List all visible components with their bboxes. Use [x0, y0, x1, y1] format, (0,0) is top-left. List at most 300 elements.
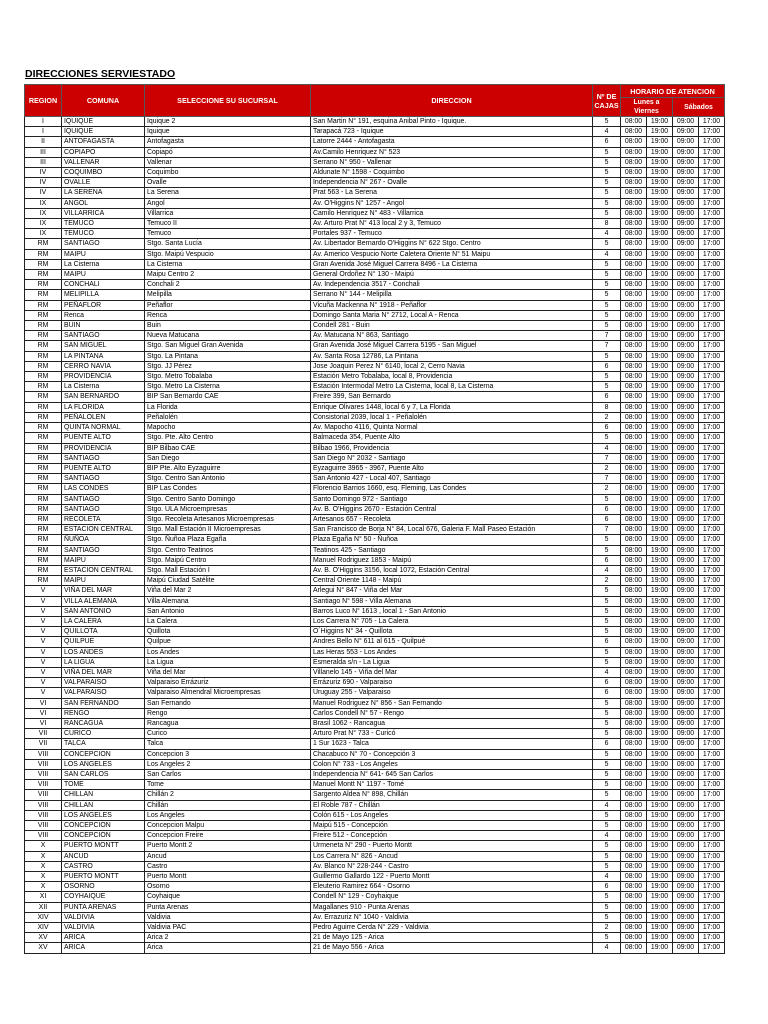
cell-sab-close: 17:00	[699, 310, 725, 320]
cell-sucursal: San Carlos	[145, 770, 311, 780]
table-row	[25, 912, 725, 922]
cell-sucursal: Mapocho	[145, 423, 311, 433]
table-row	[25, 902, 725, 912]
cell-region: III	[25, 157, 62, 167]
cell-cajas: 6	[593, 361, 621, 371]
cell-comuna: VALDIVIA	[62, 912, 145, 922]
cell-sab-close: 17:00	[699, 688, 725, 698]
cell-sab-close: 17:00	[699, 117, 725, 127]
cell-lv-open: 08:00	[621, 423, 647, 433]
cell-sab-open: 09:00	[673, 290, 699, 300]
cell-lv-close: 19:00	[647, 443, 673, 453]
cell-region: RM	[25, 321, 62, 331]
cell-region: RM	[25, 249, 62, 259]
cell-sab-open: 09:00	[673, 219, 699, 229]
cell-lv-close: 19:00	[647, 525, 673, 535]
cell-sucursal: Stgo. JJ Pérez	[145, 361, 311, 371]
cell-region: V	[25, 647, 62, 657]
cell-region: IX	[25, 229, 62, 239]
cell-direccion: O´Higgins N° 34 - Quillota	[311, 627, 593, 637]
cell-cajas: 2	[593, 576, 621, 586]
cell-region: RM	[25, 239, 62, 249]
cell-cajas: 5	[593, 270, 621, 280]
cell-lv-open: 08:00	[621, 392, 647, 402]
cell-lv-close: 19:00	[647, 331, 673, 341]
cell-sab-open: 09:00	[673, 555, 699, 565]
table-row	[25, 708, 725, 718]
table-row	[25, 586, 725, 596]
cell-lv-close: 19:00	[647, 882, 673, 892]
cell-region: II	[25, 137, 62, 147]
cell-direccion: Enrique Olivares 1448, local 6 y 7, La Florida	[311, 402, 593, 412]
cell-region: RM	[25, 361, 62, 371]
cell-comuna: SAN FERNANDO	[62, 698, 145, 708]
cell-direccion: Colon N° 733 - Los Angeles	[311, 759, 593, 769]
cell-direccion: Av.Camilo Henriquez N° 523	[311, 147, 593, 157]
cell-lv-close: 19:00	[647, 933, 673, 943]
cell-lv-open: 08:00	[621, 708, 647, 718]
table-row	[25, 525, 725, 535]
cell-lv-open: 08:00	[621, 351, 647, 361]
cell-cajas: 5	[593, 912, 621, 922]
table-row	[25, 667, 725, 677]
cell-cajas: 4	[593, 443, 621, 453]
cell-sab-close: 17:00	[699, 545, 725, 555]
cell-cajas: 6	[593, 137, 621, 147]
cell-sab-open: 09:00	[673, 861, 699, 871]
cell-lv-open: 08:00	[621, 821, 647, 831]
cell-lv-open: 08:00	[621, 586, 647, 596]
cell-region: VIII	[25, 800, 62, 810]
cell-sucursal: Villa Alemana	[145, 596, 311, 606]
cell-cajas: 4	[593, 565, 621, 575]
cell-direccion: Av. Mapocho 4116, Quinta Normal	[311, 423, 593, 433]
table-row	[25, 331, 725, 341]
cell-cajas: 5	[593, 178, 621, 188]
cell-lv-close: 19:00	[647, 770, 673, 780]
cell-cajas: 5	[593, 759, 621, 769]
cell-region: RM	[25, 402, 62, 412]
cell-sab-close: 17:00	[699, 433, 725, 443]
cell-direccion: El Roble 787 - Chillán	[311, 800, 593, 810]
cell-sab-open: 09:00	[673, 137, 699, 147]
cell-sucursal: Stgo. Maipú Centro	[145, 555, 311, 565]
cell-sab-open: 09:00	[673, 892, 699, 902]
cell-sab-close: 17:00	[699, 372, 725, 382]
cell-direccion: Brasil 1062 - Rancagua	[311, 718, 593, 728]
cell-comuna: CONCEPCION	[62, 821, 145, 831]
table-header	[25, 85, 725, 117]
cell-comuna: PEÑALOLEN	[62, 412, 145, 422]
cell-lv-close: 19:00	[647, 494, 673, 504]
cell-comuna: TEMUCO	[62, 219, 145, 229]
cell-sab-close: 17:00	[699, 239, 725, 249]
cell-comuna: VALPARAISO	[62, 678, 145, 688]
cell-direccion: Maipú 515 - Concepción	[311, 821, 593, 831]
cell-direccion: Freire 512 - Concepción	[311, 831, 593, 841]
cell-region: V	[25, 637, 62, 647]
cell-comuna: COYHAIQUE	[62, 892, 145, 902]
cell-comuna: VALLENAR	[62, 157, 145, 167]
cell-lv-open: 08:00	[621, 157, 647, 167]
cell-region: VIII	[25, 821, 62, 831]
cell-lv-close: 19:00	[647, 943, 673, 953]
cell-sab-close: 17:00	[699, 657, 725, 667]
cell-direccion: Aldunate N° 1598 - Coquimbo	[311, 168, 593, 178]
cell-sab-close: 17:00	[699, 831, 725, 841]
cell-sab-open: 09:00	[673, 912, 699, 922]
cell-sab-close: 17:00	[699, 872, 725, 882]
table-row	[25, 463, 725, 473]
cell-region: VI	[25, 698, 62, 708]
cell-cajas: 5	[593, 382, 621, 392]
cell-comuna: ÑUÑOA	[62, 535, 145, 545]
table-row	[25, 208, 725, 218]
cell-direccion: San Francisco de Borja N° 84, Local 676, Galeria F. Mall Paseo Estación	[311, 525, 593, 535]
cell-region: V	[25, 596, 62, 606]
cell-sab-close: 17:00	[699, 770, 725, 780]
cell-lv-open: 08:00	[621, 892, 647, 902]
cell-lv-close: 19:00	[647, 423, 673, 433]
cell-direccion: Esmeralda s/n - La Ligua	[311, 657, 593, 667]
cell-sucursal: Melipilla	[145, 290, 311, 300]
cell-sab-close: 17:00	[699, 484, 725, 494]
cell-sucursal: BIP Pte. Alto Eyzaguirre	[145, 463, 311, 473]
cell-comuna: PUERTO MONTT	[62, 841, 145, 851]
cell-cajas: 7	[593, 474, 621, 484]
cell-lv-open: 08:00	[621, 616, 647, 626]
cell-sucursal: Stgo. Mall Estación I	[145, 565, 311, 575]
table-row	[25, 198, 725, 208]
cell-sab-close: 17:00	[699, 321, 725, 331]
cell-lv-open: 08:00	[621, 851, 647, 861]
cell-cajas: 5	[593, 933, 621, 943]
cell-sucursal: Peñaflor	[145, 300, 311, 310]
cell-lv-open: 08:00	[621, 453, 647, 463]
cell-lv-open: 08:00	[621, 137, 647, 147]
cell-comuna: QUINTA NORMAL	[62, 423, 145, 433]
cell-comuna: PEÑAFLOR	[62, 300, 145, 310]
cell-lv-open: 08:00	[621, 474, 647, 484]
table-row	[25, 821, 725, 831]
cell-lv-open: 08:00	[621, 912, 647, 922]
cell-comuna: ARICA	[62, 943, 145, 953]
cell-region: RM	[25, 504, 62, 514]
cell-sab-open: 09:00	[673, 576, 699, 586]
cell-cajas: 6	[593, 504, 621, 514]
table-row	[25, 596, 725, 606]
cell-cajas: 6	[593, 882, 621, 892]
cell-direccion: Av. B. O'Higgins 2670 - Estación Central	[311, 504, 593, 514]
cell-comuna: La Cisterna	[62, 259, 145, 269]
cell-region: VIII	[25, 780, 62, 790]
table-row	[25, 249, 725, 259]
cell-comuna: CURICO	[62, 729, 145, 739]
cell-direccion: Central Oriente 1148 - Maipú	[311, 576, 593, 586]
table-row	[25, 698, 725, 708]
cell-lv-open: 08:00	[621, 800, 647, 810]
cell-sucursal: Ovalle	[145, 178, 311, 188]
cell-cajas: 5	[593, 708, 621, 718]
table-row	[25, 810, 725, 820]
cell-sab-close: 17:00	[699, 127, 725, 137]
cell-direccion: Bilbao 1966, Providencia	[311, 443, 593, 453]
cell-comuna: CERRO NAVIA	[62, 361, 145, 371]
cell-sab-open: 09:00	[673, 351, 699, 361]
cell-direccion: Freire 399, San Bernardo	[311, 392, 593, 402]
cell-lv-close: 19:00	[647, 749, 673, 759]
cell-sab-open: 09:00	[673, 474, 699, 484]
cell-cajas: 4	[593, 800, 621, 810]
table-row	[25, 892, 725, 902]
cell-lv-close: 19:00	[647, 637, 673, 647]
cell-direccion: 21 de Mayo 556 - Arica	[311, 943, 593, 953]
cell-direccion: Sargento Aldea N° 898, Chillán	[311, 790, 593, 800]
table-row	[25, 627, 725, 637]
cell-comuna: PROVIDENCIA	[62, 443, 145, 453]
cell-lv-open: 08:00	[621, 596, 647, 606]
cell-lv-open: 08:00	[621, 188, 647, 198]
cell-sab-close: 17:00	[699, 616, 725, 626]
cell-direccion: 1 Sur 1623 - Talca	[311, 739, 593, 749]
cell-lv-open: 08:00	[621, 535, 647, 545]
cell-sab-close: 17:00	[699, 637, 725, 647]
cell-sab-open: 09:00	[673, 331, 699, 341]
cell-sab-open: 09:00	[673, 933, 699, 943]
cell-lv-open: 08:00	[621, 127, 647, 137]
cell-sab-open: 09:00	[673, 525, 699, 535]
cell-lv-close: 19:00	[647, 351, 673, 361]
cell-lv-close: 19:00	[647, 361, 673, 371]
cell-sucursal: Stgo. Recoleta Artesanos Microempresas	[145, 514, 311, 524]
cell-sucursal: Conchali 2	[145, 280, 311, 290]
cell-sucursal: Castro	[145, 861, 311, 871]
cell-sab-close: 17:00	[699, 892, 725, 902]
cell-region: RM	[25, 372, 62, 382]
cell-sab-open: 09:00	[673, 923, 699, 933]
cell-comuna: ESTACION CENTRAL	[62, 565, 145, 575]
cell-sab-close: 17:00	[699, 412, 725, 422]
cell-direccion: Florencio Barrios 1660, esq. Fleming, Las Condes	[311, 484, 593, 494]
cell-sab-open: 09:00	[673, 147, 699, 157]
cell-region: RM	[25, 474, 62, 484]
cell-lv-open: 08:00	[621, 300, 647, 310]
cell-cajas: 5	[593, 780, 621, 790]
cell-comuna: RECOLETA	[62, 514, 145, 524]
cell-sucursal: BIP Las Condes	[145, 484, 311, 494]
cell-sab-open: 09:00	[673, 188, 699, 198]
cell-region: RM	[25, 290, 62, 300]
cell-lv-open: 08:00	[621, 647, 647, 657]
table-row	[25, 341, 725, 351]
cell-sab-close: 17:00	[699, 525, 725, 535]
cell-sucursal: Renca	[145, 310, 311, 320]
cell-direccion: Teatinos 425 - Santiago	[311, 545, 593, 555]
table-row	[25, 453, 725, 463]
cell-sab-open: 09:00	[673, 759, 699, 769]
cell-cajas: 5	[593, 657, 621, 667]
cell-lv-open: 08:00	[621, 147, 647, 157]
table-row	[25, 433, 725, 443]
cell-sucursal: Stgo. ULA Microempresas	[145, 504, 311, 514]
cell-lv-close: 19:00	[647, 157, 673, 167]
cell-direccion: Camilo Henriquez N° 483 - Villarrica	[311, 208, 593, 218]
cell-cajas: 7	[593, 453, 621, 463]
cell-region: RM	[25, 453, 62, 463]
cell-cajas: 4	[593, 943, 621, 953]
cell-cajas: 4	[593, 229, 621, 239]
cell-sucursal: Vallenar	[145, 157, 311, 167]
cell-direccion: Domingo Santa Maria N° 2712, Local A - Renca	[311, 310, 593, 320]
cell-comuna: QUILPUE	[62, 637, 145, 647]
cell-sab-open: 09:00	[673, 443, 699, 453]
cell-sab-close: 17:00	[699, 718, 725, 728]
cell-comuna: BUIN	[62, 321, 145, 331]
cell-sucursal: Stgo. Mall Estación II Microempresas	[145, 525, 311, 535]
cell-sab-open: 09:00	[673, 627, 699, 637]
cell-sab-open: 09:00	[673, 321, 699, 331]
cell-sab-open: 09:00	[673, 708, 699, 718]
cell-comuna: ARICA	[62, 933, 145, 943]
cell-sucursal: Stgo. Santa Lucía	[145, 239, 311, 249]
cell-sab-close: 17:00	[699, 667, 725, 677]
cell-sucursal: Arica 2	[145, 933, 311, 943]
table-body	[25, 117, 725, 954]
cell-comuna: PROVIDENCIA	[62, 372, 145, 382]
cell-region: RM	[25, 545, 62, 555]
cell-lv-open: 08:00	[621, 249, 647, 259]
cell-sab-open: 09:00	[673, 270, 699, 280]
cell-sab-close: 17:00	[699, 810, 725, 820]
cell-lv-close: 19:00	[647, 902, 673, 912]
cell-direccion: Av. Libertador Bernardo O'Higgins N° 622 Stgo. Centro	[311, 239, 593, 249]
cell-sab-close: 17:00	[699, 229, 725, 239]
table-row	[25, 484, 725, 494]
cell-sab-open: 09:00	[673, 229, 699, 239]
cell-sucursal: Valparaiso Errázuriz	[145, 678, 311, 688]
cell-lv-close: 19:00	[647, 739, 673, 749]
cell-sucursal: Valparaiso Almendral Microempresas	[145, 688, 311, 698]
cell-sab-close: 17:00	[699, 923, 725, 933]
cell-cajas: 5	[593, 198, 621, 208]
cell-direccion: Av. O'Higgins N° 1257 - Angol	[311, 198, 593, 208]
cell-direccion: Chacabuco N° 70 - Concepción 3	[311, 749, 593, 759]
cell-comuna: LA SERENA	[62, 188, 145, 198]
cell-sucursal: Maipú Ciudad Satélite	[145, 576, 311, 586]
cell-comuna: LA PINTANA	[62, 351, 145, 361]
cell-sab-open: 09:00	[673, 596, 699, 606]
cell-region: RM	[25, 525, 62, 535]
cell-sab-close: 17:00	[699, 535, 725, 545]
cell-region: VIII	[25, 790, 62, 800]
cell-sucursal: Stgo. Metro La Cisterna	[145, 382, 311, 392]
table-row	[25, 168, 725, 178]
cell-sucursal: Stgo. Metro Tobalaba	[145, 372, 311, 382]
cell-lv-close: 19:00	[647, 841, 673, 851]
cell-cajas: 6	[593, 637, 621, 647]
cell-direccion: Vicuña Mackenna N° 1918 - Peñaflor	[311, 300, 593, 310]
cell-comuna: SANTIAGO	[62, 504, 145, 514]
cell-lv-open: 08:00	[621, 290, 647, 300]
cell-sab-open: 09:00	[673, 259, 699, 269]
cell-sab-close: 17:00	[699, 555, 725, 565]
cell-lv-close: 19:00	[647, 545, 673, 555]
cell-cajas: 8	[593, 219, 621, 229]
cell-lv-close: 19:00	[647, 433, 673, 443]
table-row	[25, 423, 725, 433]
cell-lv-close: 19:00	[647, 463, 673, 473]
cell-lv-open: 08:00	[621, 545, 647, 555]
cell-sucursal: La Calera	[145, 616, 311, 626]
cell-lv-open: 08:00	[621, 902, 647, 912]
cell-direccion: Urmeneta N° 290 - Puerto Montt	[311, 841, 593, 851]
cell-lv-open: 08:00	[621, 402, 647, 412]
cell-cajas: 4	[593, 249, 621, 259]
header-region: REGION	[25, 85, 62, 117]
cell-sab-open: 09:00	[673, 657, 699, 667]
cell-comuna: LA CALERA	[62, 616, 145, 626]
cell-comuna: SAN BERNARDO	[62, 392, 145, 402]
cell-sab-open: 09:00	[673, 698, 699, 708]
table-row	[25, 535, 725, 545]
cell-cajas: 6	[593, 392, 621, 402]
cell-region: RM	[25, 310, 62, 320]
cell-comuna: ESTACION CENTRAL	[62, 525, 145, 535]
cell-cajas: 5	[593, 300, 621, 310]
cell-sab-close: 17:00	[699, 208, 725, 218]
cell-sucursal: Coquimbo	[145, 168, 311, 178]
cell-region: XV	[25, 943, 62, 953]
cell-sab-open: 09:00	[673, 239, 699, 249]
cell-comuna: IQUIQUE	[62, 117, 145, 127]
cell-comuna: OVALLE	[62, 178, 145, 188]
cell-cajas: 4	[593, 831, 621, 841]
header-sabados: Sábados	[673, 98, 725, 117]
cell-region: I	[25, 117, 62, 127]
cell-direccion: Portales 937 - Temuco	[311, 229, 593, 239]
cell-region: VIII	[25, 759, 62, 769]
table-row	[25, 127, 725, 137]
header-direccion: DIRECCION	[311, 85, 593, 117]
cell-cajas: 5	[593, 902, 621, 912]
cell-comuna: MAIPU	[62, 270, 145, 280]
cell-sab-open: 09:00	[673, 402, 699, 412]
cell-sab-open: 09:00	[673, 484, 699, 494]
cell-lv-open: 08:00	[621, 678, 647, 688]
cell-lv-open: 08:00	[621, 759, 647, 769]
cell-sab-open: 09:00	[673, 902, 699, 912]
table-row	[25, 412, 725, 422]
cell-lv-close: 19:00	[647, 484, 673, 494]
cell-lv-open: 08:00	[621, 463, 647, 473]
table-row	[25, 800, 725, 810]
cell-region: RM	[25, 270, 62, 280]
cell-sab-close: 17:00	[699, 147, 725, 157]
table-row	[25, 759, 725, 769]
table-row	[25, 259, 725, 269]
cell-comuna: SANTIAGO	[62, 453, 145, 463]
cell-direccion: Gran Avenida José Miguel Carrera 8496 - La Cisterna	[311, 259, 593, 269]
cell-direccion: Uruguay 255 - Valparaiso	[311, 688, 593, 698]
cell-region: X	[25, 851, 62, 861]
cell-region: RM	[25, 433, 62, 443]
cell-region: XII	[25, 902, 62, 912]
table-row	[25, 504, 725, 514]
cell-sab-open: 09:00	[673, 463, 699, 473]
cell-lv-open: 08:00	[621, 810, 647, 820]
cell-lv-close: 19:00	[647, 137, 673, 147]
cell-sucursal: Nueva Matucana	[145, 331, 311, 341]
